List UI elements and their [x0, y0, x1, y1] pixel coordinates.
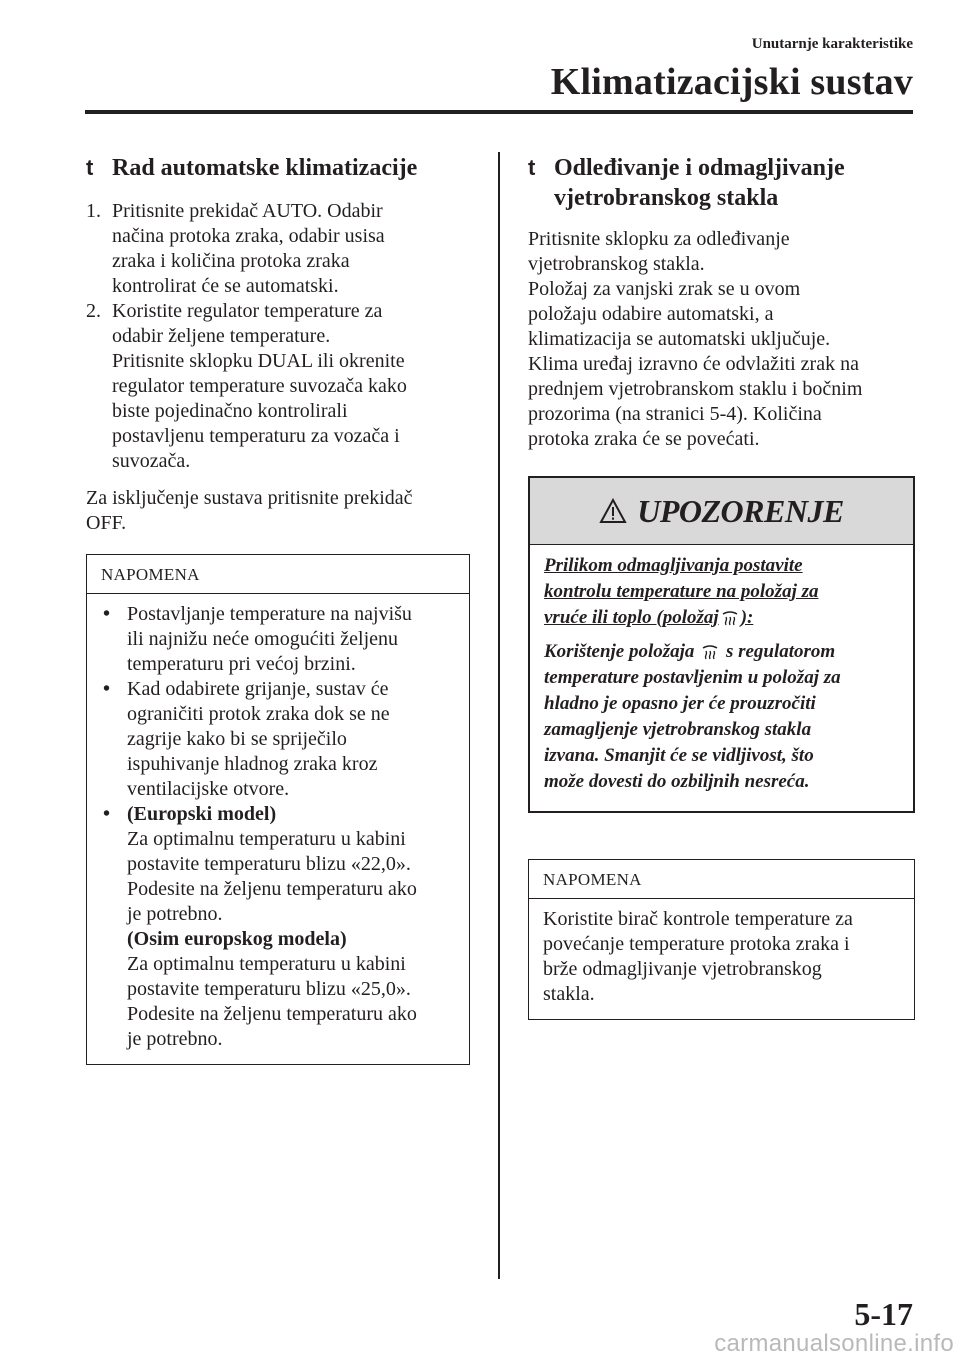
- text-line: kontrolirat će se automatski.: [112, 275, 339, 297]
- text-line: je potrebno.: [127, 1028, 223, 1050]
- warning-box: [528, 476, 915, 813]
- text-line: suvozača.: [112, 450, 191, 472]
- section-marker-icon: t: [86, 155, 94, 180]
- text-line: hladno je opasno jer će prouzročiti: [544, 693, 816, 714]
- model-label-european: (Europski model): [127, 803, 277, 825]
- defrost-paragraph: [528, 227, 915, 452]
- warning-body: [530, 545, 913, 811]
- text-line: temperaturu pri većoj brzini.: [127, 653, 356, 675]
- text-line: prednjem vjetrobranskom staklu i bočnim: [528, 378, 863, 400]
- text-line: Za isključenje sustava pritisnite prekidač: [86, 487, 413, 509]
- text-line: Klima uređaj izravno će odvlažiti zrak na: [528, 353, 859, 375]
- text-line: Kad odabirete grijanje, sustav će: [127, 678, 389, 700]
- right-column: [528, 153, 915, 1020]
- section-marker-icon: t: [528, 155, 536, 180]
- bullet-icon: •: [103, 678, 111, 700]
- note-heading: NAPOMENA: [529, 860, 914, 899]
- text-line: odabir željene temperature.: [112, 325, 331, 347]
- text-line: protoka zraka će se povećati.: [528, 428, 760, 450]
- text-line: zamagljenje vjetrobranskog stakla: [544, 719, 812, 740]
- text-line: Korištenje položaja: [544, 641, 695, 662]
- text-line: zraka i količina protoka zraka: [112, 250, 350, 272]
- note-box: [86, 554, 470, 1065]
- text-line: kontrolu temperature na položaj za: [544, 581, 819, 602]
- text-line: postavljenu temperaturu za vozača i: [112, 425, 400, 447]
- defrost-icon: [721, 610, 739, 626]
- text-line: vruće ili toplo (položaj: [544, 607, 719, 628]
- warning-triangle-icon: [599, 498, 627, 524]
- text-line: Za optimalnu temperaturu u kabini: [127, 953, 406, 975]
- warning-instruction: [544, 553, 899, 631]
- text-line: je potrebno.: [127, 903, 223, 925]
- watermark: carmanualsonline.info: [714, 1330, 954, 1357]
- page-title: Klimatizacijski sustav: [550, 61, 913, 103]
- text-line: temperature postavljenim u položaj za: [544, 667, 841, 688]
- text-line: biste pojedinačno kontrolirali: [112, 400, 348, 422]
- text-line: brže odmagljivanje vjetrobranskog: [543, 958, 822, 980]
- text-line: izvana. Smanjit će se vidljivost, što: [544, 745, 814, 766]
- column-divider: [498, 152, 500, 1279]
- text-line: zagrije kako bi se spriječilo: [127, 728, 347, 750]
- text-line: načina protoka zraka, odabir usisa: [112, 225, 385, 247]
- text-line: Za optimalnu temperaturu u kabini: [127, 828, 406, 850]
- text-line: Pritisnite sklopku za odleđivanje: [528, 228, 790, 250]
- section-heading-auto: [86, 153, 470, 183]
- bullet-icon: •: [103, 803, 111, 825]
- list-item: [101, 677, 455, 802]
- text-line: Pritisnite prekidač AUTO. Odabir: [112, 200, 383, 222]
- list-item: [101, 602, 455, 677]
- text-line: Prilikom odmagljivanja postavite: [544, 555, 803, 576]
- text-line: postavite temperaturu blizu «25,0».: [127, 978, 411, 1000]
- steps-list: [86, 199, 470, 474]
- text-line: Podesite na željenu temperaturu ako: [127, 878, 417, 900]
- text-line: ):: [740, 607, 754, 628]
- left-column: [86, 153, 470, 1065]
- text-line: Koristite regulator temperature za: [112, 300, 383, 322]
- text-line: može dovesti do ozbiljnih nesreća.: [544, 771, 810, 792]
- warning-header: [530, 478, 913, 545]
- text-line: ili najnižu neće omogućiti željenu: [127, 628, 399, 650]
- list-item: [86, 299, 470, 474]
- text-line: ispuhivanje hladnog zraka kroz: [127, 753, 378, 775]
- chapter-subtitle: Unutarnje karakteristike: [751, 36, 913, 52]
- text-line: povećanje temperature protoka zraka i: [543, 933, 850, 955]
- note-body: [529, 899, 914, 1019]
- text-line: Položaj za vanjski zrak se u ovom: [528, 278, 801, 300]
- page-number: 5-17: [854, 1296, 913, 1332]
- text-line: ograničiti protok zraka dok se ne: [127, 703, 390, 725]
- text-line: Podesite na željenu temperaturu ako: [127, 1003, 417, 1025]
- text-line: regulator temperature suvozača kako: [112, 375, 407, 397]
- header-rule: [85, 110, 913, 114]
- off-paragraph: [86, 486, 470, 536]
- text-line: Postavljanje temperature na najvišu: [127, 603, 412, 625]
- warning-explanation: [544, 639, 899, 795]
- text-line: položaju odabire automatski, a: [528, 303, 774, 325]
- section-heading-defrost: [528, 153, 915, 213]
- text-line: postavite temperaturu blizu «22,0».: [127, 853, 411, 875]
- text-line: vjetrobranskog stakla.: [528, 253, 705, 275]
- section-title-text: Odleđivanje i odmagljivanje: [554, 155, 845, 181]
- note-body: [87, 594, 469, 1064]
- section-title-text: Rad automatske klimatizacije: [112, 155, 418, 181]
- text-line: stakla.: [543, 983, 595, 1005]
- step-number: 2.: [86, 300, 101, 322]
- text-line: klimatizacija se automatski uključuje.: [528, 328, 831, 350]
- step-number: 1.: [86, 200, 101, 222]
- warning-title: UPOZORENJE: [637, 492, 844, 529]
- text-line: ventilacijske otvore.: [127, 778, 290, 800]
- text-line: prozorima (na stranici 5-4). Količina: [528, 403, 822, 425]
- text-line: OFF.: [86, 512, 127, 534]
- model-label-non-european: (Osim europskog modela): [127, 928, 347, 950]
- note-heading: NAPOMENA: [87, 555, 469, 594]
- section-title-text: vjetrobranskog stakla: [554, 185, 779, 211]
- text-line: s regulatorom: [725, 641, 836, 662]
- note-box: [528, 859, 915, 1020]
- text-line: Koristite birač kontrole temperature za: [543, 908, 853, 930]
- list-item: [86, 199, 470, 299]
- bullet-icon: •: [103, 603, 111, 625]
- text-line: Pritisnite sklopku DUAL ili okrenite: [112, 350, 405, 372]
- list-item: [101, 802, 455, 1052]
- defrost-icon: [701, 644, 719, 660]
